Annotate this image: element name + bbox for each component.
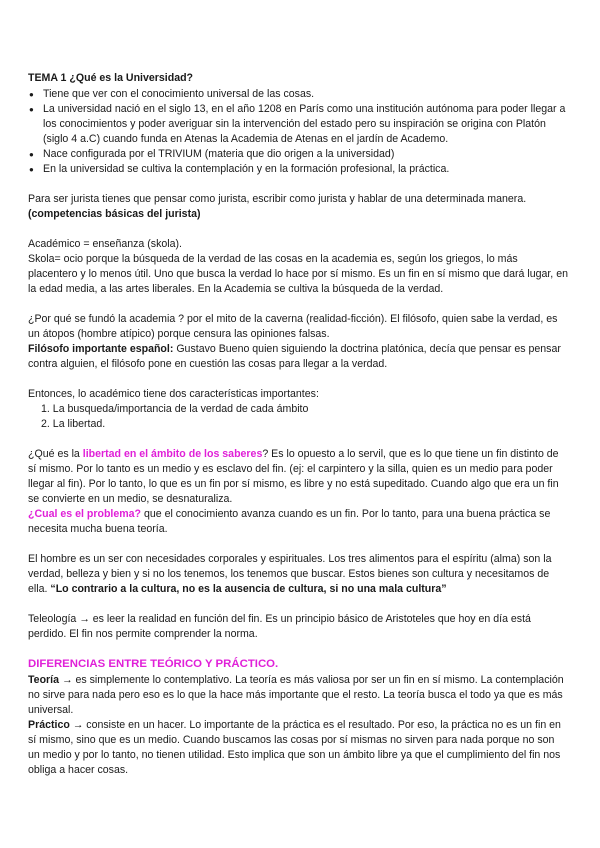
filosofo-text: Gustavo Bueno quien siguiendo la doctrina platónica, decía que pensar es pensar contra alguien, el filósofo pone en cuestión las cosas para llegar a la verdad. bbox=[28, 343, 561, 370]
academico-definition: Académico = enseñanza (skola). bbox=[28, 238, 182, 250]
list-item bbox=[28, 417, 568, 432]
list-number: 2. bbox=[41, 418, 50, 430]
hombre-paragraph bbox=[28, 552, 568, 597]
academia-origin-text: ¿Por qué se fundó la academia ? por el mito de la caverna (realidad-ficción). El filósofo, quien sabe la verdad, es un átopos (hombre atípico) porque censura las opiniones falsas. bbox=[28, 313, 558, 340]
bullet-item: ● En la universidad se cultiva la contemplación y en la formación profesional, la práctica. bbox=[28, 162, 568, 177]
teleologia-paragraph: Teleología → es leer la realidad en función del fin. Es un principio básico de Aristoteles que hoy en día está perdido. El fin nos permite comprender la norma. bbox=[28, 613, 531, 640]
hombre-text: El hombre es un ser con necesidades corporales y espirituales. Los tres alimentos para el espíritu (alma) son la verdad, belleza y bien y si no los tenemos, los tenemos que buscar. Estos bienes son cultura y necesitamos de ella. bbox=[28, 553, 552, 595]
diferencias-heading: DIFERENCIAS ENTRE TEÓRICO Y PRÁCTICO. bbox=[28, 658, 279, 670]
libertad-pre: ¿Qué es la bbox=[28, 448, 83, 460]
academia-origin-paragraph bbox=[28, 312, 568, 372]
libertad-post: ? Es lo opuesto a lo servil, que es lo que tiene un fin distinto de sí mismo. Por lo tanto es un medio y es esclavo del fin. (ej: el carpintero y la silla, quien es un medio para poder llegar al fin). Por lo tanto, lo que es un fin por sí mismo, es libre y no está supeditado. Cuando algo que era un fin se convierte en un medio, se desnaturaliza. bbox=[28, 448, 559, 505]
jurista-competencias: (competencias básicas del jurista) bbox=[28, 208, 201, 220]
jurista-paragraph bbox=[28, 192, 568, 222]
cultura-quote: “Lo contrario a la cultura, no es la ausencia de cultura, si no una mala cultura” bbox=[50, 583, 447, 595]
caracteristicas-list bbox=[28, 402, 568, 432]
jurista-text: Para ser jurista tienes que pensar como jurista, escribir como jurista y hablar de una determinada manera. bbox=[28, 193, 527, 205]
bullet-item: ● Nace configurada por el TRIVIUM (materia que dio origen a la universidad) bbox=[28, 147, 568, 162]
bullet-item: ● Tiene que ver con el conocimiento universal de las cosas. bbox=[28, 87, 568, 102]
problema-highlight: ¿Cual es el problema? bbox=[28, 508, 142, 520]
libertad-paragraph bbox=[28, 447, 568, 537]
caracteristicas-intro: Entonces, lo académico tiene dos características importantes: bbox=[28, 388, 319, 400]
list-text: La libertad. bbox=[52, 418, 106, 430]
list-number: 1. bbox=[41, 403, 50, 415]
practico-paragraph bbox=[28, 718, 568, 778]
list-item bbox=[28, 402, 568, 417]
libertad-highlight: libertad en el ámbito de los saberes bbox=[82, 448, 263, 460]
practico-label: Práctico bbox=[28, 719, 70, 731]
practico-text: → consiste en un hacer. Lo importante de la práctica es el resultado. Por eso, la práctica no es un fin en sí mismo, sino que es un medio. Cuando buscamos las cosas por sí mismas no sirven para nada porque no son un medio y por lo tanto, no tienen utilidad. Esto implica que son un ámbito libre ya que el cumplimiento del fin nos obliga a hacer cosas. bbox=[28, 719, 561, 776]
problema-text: que el conocimiento avanza cuando es un fin. Por lo tanto, para una buena práctica se necesita mucha buena teoría. bbox=[28, 508, 551, 535]
teoria-label: Teoría bbox=[28, 674, 60, 686]
document-body bbox=[28, 71, 568, 778]
teoria-paragraph bbox=[28, 673, 568, 718]
teoria-text: → es simplemente lo contemplativo. La teoría es más valiosa por ser un fin en sí mismo. La contemplación no sirve para nada pero eso es lo que la hace más importante que el resto. La teoría busca el todo ya que es más universal. bbox=[28, 674, 564, 716]
topic-title: TEMA 1 ¿Qué es la Universidad? bbox=[28, 72, 194, 84]
topic-bullets bbox=[28, 87, 568, 177]
filosofo-label: Filósofo importante español: bbox=[28, 343, 174, 355]
skola-definition: Skola= ocio porque la búsqueda de la verdad de las cosas en la academia es, según los griegos, lo más placentero y lo menos útil. Uno que busca la verdad lo hace por sí mismo. Es un fin en sí mismo que dará lugar, en la edad media, a las artes liberales. En la Academia se cultiva la búsqueda de la verdad. bbox=[28, 253, 568, 295]
academico-paragraph bbox=[28, 237, 568, 297]
list-text: La busqueda/importancia de la verdad de cada ámbito bbox=[52, 403, 309, 415]
bullet-item: ● La universidad nació en el siglo 13, en el año 1208 en París como una institución autónoma para poder llegar a los conocimientos y poder averiguar sin la intervención del estado pero su inspiración se origina con Platón (siglo 4 a.C) cuando funda en Atenas la Academia de Atenas en el jardín de Academo. bbox=[28, 102, 568, 147]
